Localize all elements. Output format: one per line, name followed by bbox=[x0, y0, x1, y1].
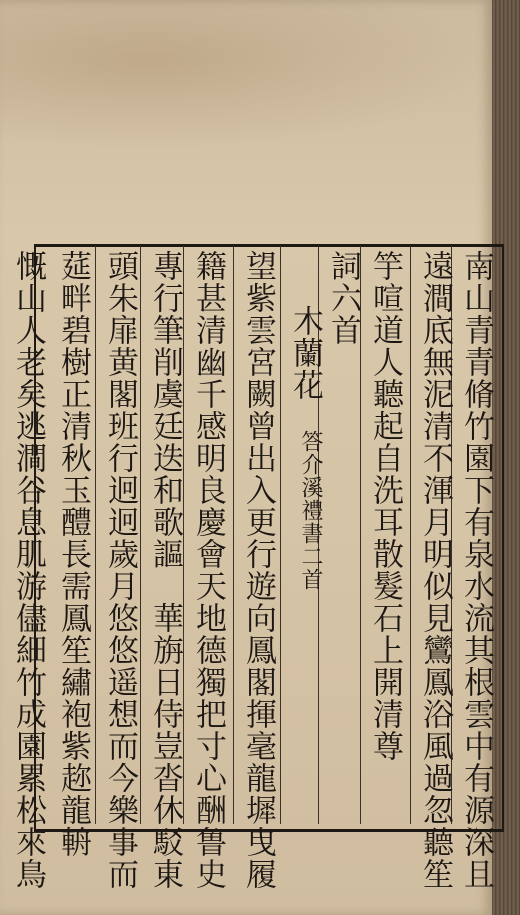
column-rule bbox=[410, 246, 411, 824]
text-column: 慨山人老矣逃澗谷息肌游儘細竹成園累松來鳥 bbox=[10, 250, 46, 890]
text-column: 遠澗底無泥清不渾月明似見鸞鳳浴風過忽聽笙 bbox=[417, 250, 453, 890]
column-rule bbox=[95, 246, 96, 824]
column-rule bbox=[280, 246, 281, 824]
text-column: 頭朱扉黄閣班行迥迥歲月悠悠遥想而今樂事而 bbox=[102, 250, 138, 890]
column-rule bbox=[140, 246, 141, 824]
section-heading: 詞六首 bbox=[325, 250, 361, 346]
text-column: 專行筆削虞廷迭和歌謳 華旃日侍豈沓休駁東 bbox=[147, 250, 183, 890]
text-column: 莚畔碧樹正清秋玉醴長需鳳笙繡袍紫趂龍輈 bbox=[55, 250, 91, 858]
text-column: 南山青青脩竹園下有泉水流其根雲中有源深且 bbox=[458, 250, 494, 890]
column-rule bbox=[233, 246, 234, 824]
text-column: 望紫雲宮闕曾出入更行遊向鳳閣揮毫龍墀曳履 bbox=[240, 250, 276, 890]
text-column: 竽喧道人聽起自洗耳散髮石上開清尊 bbox=[367, 250, 403, 762]
poem-subtitle: 答介溪禮書二首 bbox=[298, 430, 323, 591]
text-column: 籍甚清幽千感明良慶會天地德獨把寸心酬鲁史 bbox=[190, 250, 226, 890]
poem-title: 木蘭花 bbox=[287, 305, 323, 401]
